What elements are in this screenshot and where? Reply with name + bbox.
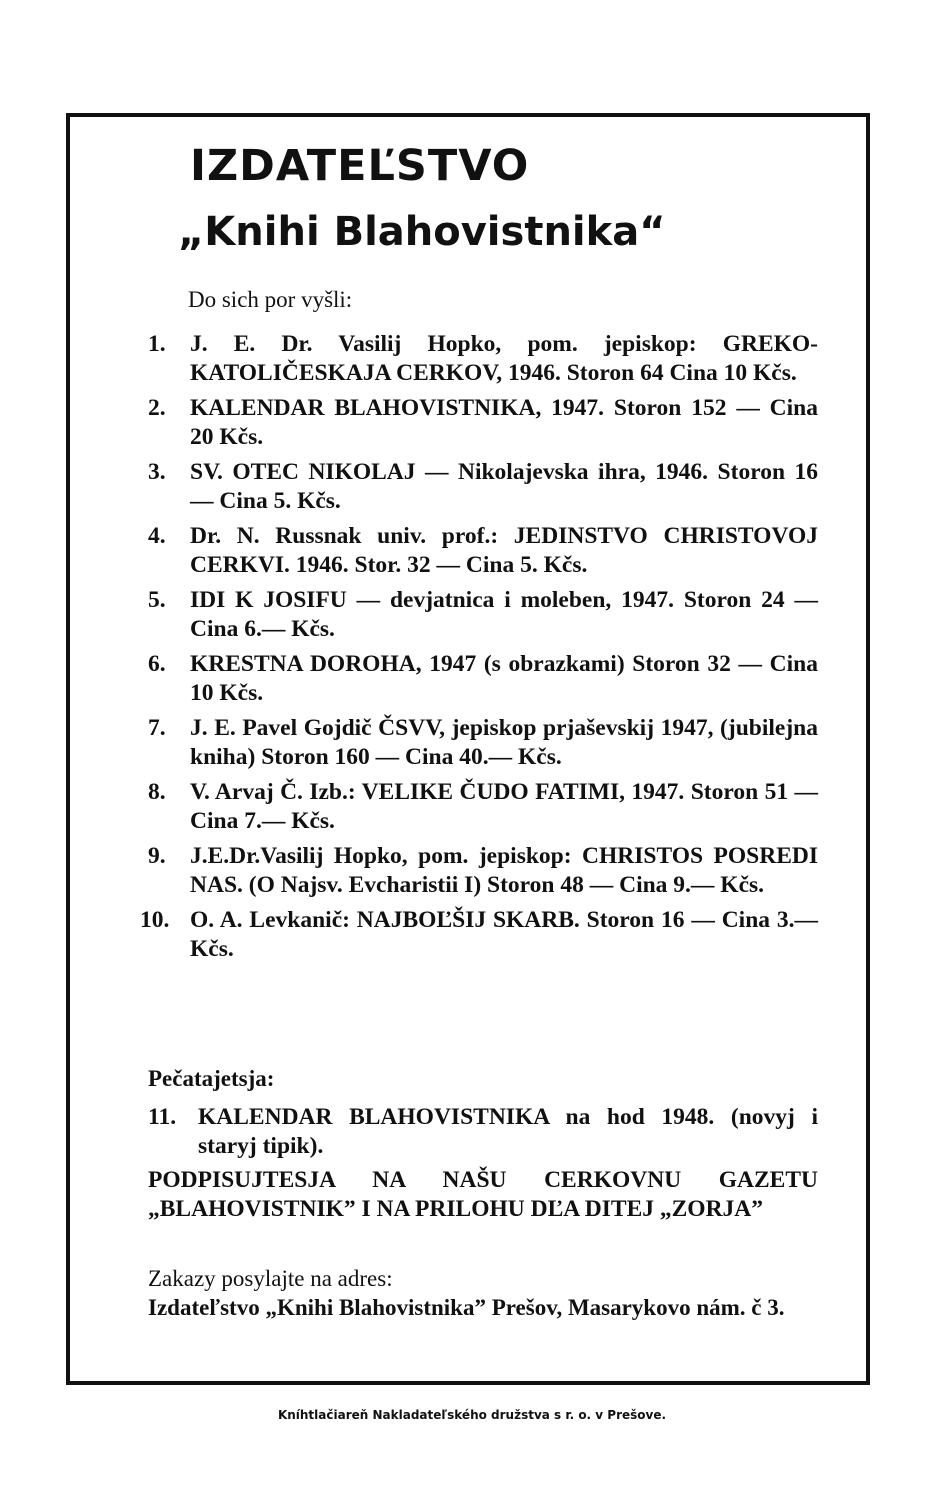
in-print-label: Pečatajetsja: — [148, 1066, 275, 1091]
item-text: Dr. N. Russnak univ. prof.: JEDINSTVO CHRISTOVOJ CERKVI. 1946. Stor. 32 — Cina 5. Kčs. — [190, 523, 818, 578]
list-item — [148, 522, 818, 580]
item-number: 1. — [148, 331, 166, 357]
list-item — [148, 650, 818, 708]
list-item — [148, 842, 818, 900]
list-item — [148, 1103, 818, 1161]
list-item — [148, 330, 818, 388]
item-number: 5. — [148, 587, 166, 613]
item-number: 9. — [148, 843, 166, 869]
item-text: J.E.Dr.Vasilij Hopko, pom. jepiskop: CHRISTOS POSREDI NAS. (O Najsv. Evcharistii I) Storon 48 — Cina 9.— Kčs. — [190, 843, 818, 898]
subscribe-notice: PODPISUJTESJA NA NAŠU CERKOVNU GAZETU „BLAHOVISTNIK” I NA PRILOHU DĽA DITEJ „ZORJA” — [148, 1167, 818, 1222]
list-item — [148, 394, 818, 452]
item-text: O. A. Levkanič: NAJBOĽŠIJ SKARB. Storon 16 — Cina 3.— Kčs. — [190, 907, 818, 962]
item-number: 7. — [148, 715, 166, 741]
list-item — [148, 586, 818, 644]
printer-imprint: Kníhtlačiareň Nakladateľského družstva s r. o. v Prešove. — [277, 1408, 667, 1422]
item-number: 10. — [140, 907, 170, 933]
item-number: 6. — [148, 651, 166, 677]
item-text: J. E. Dr. Vasilij Hopko, pom. jepiskop: GREKO-KATOLIČESKAJA CERKOV, 1946. Storon 64 Cina 10 Kčs. — [190, 331, 818, 386]
item-number: 3. — [148, 459, 166, 485]
order-instruction: Zakazy posylajte na adres: — [148, 1266, 393, 1291]
item-text: IDI K JOSIFU — devjatnica i moleben, 1947. Storon 24 — Cina 6.— Kčs. — [190, 587, 818, 642]
item-text: KALENDAR BLAHOVISTNIKA, 1947. Storon 152 — Cina 20 Kčs. — [190, 395, 818, 450]
item-text: SV. OTEC NIKOLAJ — Nikolajevska ihra, 1946. Storon 16 — Cina 5. Kčs. — [190, 459, 818, 514]
published-list — [140, 330, 818, 970]
list-item — [148, 714, 818, 772]
publisher-name: „Knihi Blahovistnika“ — [178, 209, 666, 255]
order-address: Izdateľstvo „Knihi Blahovistnika” Prešov, Masarykovo nám. č 3. — [148, 1295, 785, 1320]
item-text: KRESTNA DOROHA, 1947 (s obrazkami) Storon 32 — Cina 10 Kčs. — [190, 651, 818, 706]
publisher-heading: IZDATEĽSTVO — [190, 141, 530, 191]
item-number: 11. — [148, 1104, 177, 1130]
item-number: 4. — [148, 523, 166, 549]
intro-text: Do sich por vyšli: — [188, 287, 353, 312]
item-text: J. E. Pavel Gojdič ČSVV, jepiskop prjaševskij 1947, (jubilejna kniha) Storon 160 — Cina 40.— Kčs. — [190, 715, 818, 770]
item-number: 2. — [148, 395, 166, 421]
in-print-list — [148, 1103, 818, 1161]
list-item — [148, 458, 818, 516]
item-text: V. Arvaj Č. Izb.: VELIKE ČUDO FATIMI, 1947. Storon 51 — Cina 7.— Kčs. — [190, 779, 818, 834]
list-item — [148, 778, 818, 836]
item-number: 8. — [148, 779, 166, 805]
list-item — [140, 906, 818, 964]
item-text: KALENDAR BLAHOVISTNIKA na hod 1948. (novyj i staryj tipik). — [198, 1104, 818, 1159]
